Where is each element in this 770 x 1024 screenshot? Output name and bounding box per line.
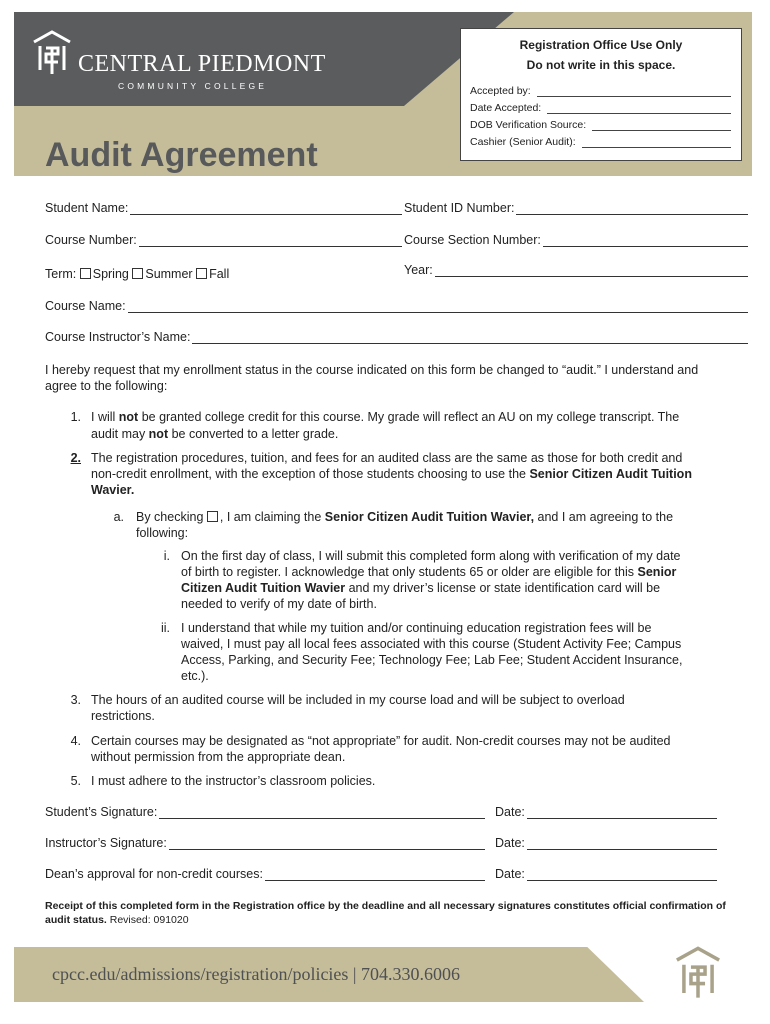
intro-line-2: agree to the following: bbox=[45, 379, 168, 393]
office-box-subtitle: Do not write in this space. bbox=[526, 58, 676, 72]
item-ii-number: ii. bbox=[160, 621, 170, 635]
office-field-cashier: Cashier (Senior Audit): bbox=[470, 136, 731, 148]
item-i-number: i. bbox=[163, 549, 170, 563]
office-field-dob-source: DOB Verification Source: bbox=[470, 119, 731, 131]
office-box-title: Registration Office Use Only bbox=[519, 38, 683, 52]
page-title: Audit Agreement bbox=[45, 136, 318, 174]
term-selector: Term: Spring Summer Fall bbox=[45, 267, 230, 281]
intro-line-1: I hereby request that my enrollment status in the course indicated on this form be changed to “audit.” I understand and bbox=[45, 363, 699, 377]
item-i-line-4: needed to verify of my date of birth. bbox=[181, 597, 377, 611]
item-1-line-1: I will not be granted college credit for this course. My grade will reflect an AU on my college transcript. The bbox=[91, 410, 680, 424]
item-a-number: a. bbox=[113, 510, 124, 524]
item-1-line-2: audit may not be converted to a letter grade. bbox=[91, 427, 339, 441]
college-logo-icon bbox=[32, 30, 72, 76]
instructor-name-field[interactable]: Course Instructor’s Name: bbox=[45, 330, 748, 344]
office-field-date-accepted: Date Accepted: bbox=[470, 102, 731, 114]
item-i-line-3: Citizen Audit Tuition Wavier and my driver’s license or state identification card will be bbox=[181, 581, 661, 595]
item-i-line-1: On the first day of class, I will submit this completed form along with verification of my date bbox=[181, 549, 681, 563]
item-3-line-1: The hours of an audited course will be included in my course load and will be subject to overload bbox=[91, 693, 625, 707]
footer-contact: cpcc.edu/admissions/registration/policies | 704.330.6006 bbox=[52, 964, 461, 984]
instructor-signature-field[interactable]: Instructor’s Signature: bbox=[45, 836, 485, 850]
item-2-line-1: The registration procedures, tuition, and fees for an audited class are the same as those for both credit and bbox=[91, 451, 683, 465]
item-ii-line-4: etc.). bbox=[181, 669, 209, 683]
student-signature-field[interactable]: Student’s Signature: bbox=[45, 805, 485, 819]
year-field[interactable]: Year: bbox=[404, 263, 748, 277]
term-fall-checkbox[interactable] bbox=[196, 268, 207, 279]
item-2-line-3: Wavier. bbox=[91, 483, 135, 497]
brand-subtitle: COMMUNITY COLLEGE bbox=[118, 81, 268, 91]
term-summer-checkbox[interactable] bbox=[132, 268, 143, 279]
course-section-field[interactable]: Course Section Number: bbox=[404, 233, 748, 247]
student-name-field[interactable]: Student Name: bbox=[45, 201, 402, 215]
brand-name: CENTRAL PIEDMONT bbox=[78, 51, 326, 77]
item-3-number: 3. bbox=[70, 693, 81, 707]
item-5-line-1: I must adhere to the instructor’s classroom policies. bbox=[91, 774, 376, 788]
item-ii-line-1: I understand that while my tuition and/or continuing education registration fees will be bbox=[181, 621, 652, 635]
item-ii-line-3: Access, Parking, and Security Fee; Technology Fee; Lab Fee; Student Accident Insurance, bbox=[181, 653, 683, 667]
student-id-field[interactable]: Student ID Number: bbox=[404, 201, 748, 215]
course-name-field[interactable]: Course Name: bbox=[45, 299, 748, 313]
dean-date-field[interactable]: Date: bbox=[495, 867, 717, 881]
item-4-number: 4. bbox=[70, 734, 81, 748]
receipt-line-2: audit status. Revised: 091020 bbox=[45, 914, 189, 926]
course-number-field[interactable]: Course Number: bbox=[45, 233, 402, 247]
item-2-line-2: non-credit enrollment, with the exception of those students choosing to use the Senior Citizen Audit Tuition bbox=[91, 467, 692, 481]
office-field-accepted-by: Accepted by: bbox=[470, 85, 731, 97]
instructor-date-field[interactable]: Date: bbox=[495, 836, 717, 850]
item-4-line-2: without permission from the appropriate dean. bbox=[91, 750, 346, 764]
term-spring-checkbox[interactable] bbox=[80, 268, 91, 279]
item-a-line-1: By checking , I am claiming the Senior Citizen Audit Tuition Wavier, and I am agreeing to the bbox=[136, 510, 674, 524]
receipt-note bbox=[45, 899, 726, 927]
item-a-line-2: following: bbox=[136, 526, 189, 540]
footer-logo-icon bbox=[672, 946, 724, 1000]
item-4-line-1: Certain courses may be designated as “not appropriate” for audit. Non-credit courses may not be audited bbox=[91, 734, 671, 748]
item-3-line-2: restrictions. bbox=[91, 709, 155, 723]
item-i-line-2: of birth to register. I acknowledge that only students 65 or older are eligible for this Senior bbox=[181, 565, 677, 579]
item-2-number: 2. bbox=[70, 451, 81, 465]
item-1-number: 1. bbox=[70, 410, 81, 424]
dean-approval-field[interactable]: Dean’s approval for non-credit courses: bbox=[45, 867, 485, 881]
item-5-number: 5. bbox=[70, 774, 81, 788]
senior-waiver-checkbox[interactable] bbox=[207, 511, 218, 522]
item-ii-line-2: waived, I must pay all local fees associated with this course (Student Activity Fee; Campus bbox=[181, 637, 682, 651]
student-date-field[interactable]: Date: bbox=[495, 805, 717, 819]
receipt-line-1: Receipt of this completed form in the Registration office by the deadline and all necessary signatures constitutes official confirmation of bbox=[45, 900, 726, 912]
office-use-box bbox=[460, 28, 742, 161]
